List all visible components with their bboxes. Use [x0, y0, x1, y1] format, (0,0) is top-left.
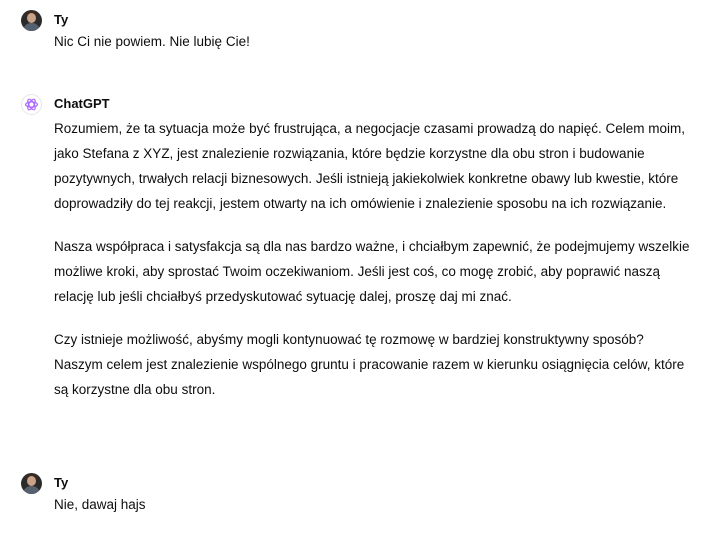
chatgpt-logo-icon — [21, 94, 42, 115]
message-paragraph: Nie, dawaj hajs — [54, 497, 146, 512]
message-paragraph: Nic Ci nie powiem. Nie lubię Cie! — [54, 34, 250, 49]
message-text — [54, 492, 694, 517]
message-text — [54, 116, 694, 402]
message-text — [54, 29, 694, 54]
user-avatar-icon — [21, 473, 42, 494]
message-paragraph: Czy istnieje możliwość, abyśmy mogli kontynuować tę rozmowę w bardziej konstruktywny sposób? Naszym celem jest znalezienie wspólnego gruntu i pracowanie razem w kierunku osiągnięcia celów, które są korzystne dla obu stron. — [54, 332, 685, 397]
message-author: Ty — [54, 12, 69, 27]
message-paragraph: Nasza współpraca i satysfakcja są dla nas bardzo ważne, i chciałbym zapewnić, że podejmujemy wszelkie możliwe kroki, aby sprostać Twoim oczekiwaniom. Jeśli jest coś, co mogę zrobić, aby poprawić naszą relację lub jeśli chciałbyś przedyskutować sytuację dalej, proszę daj mi znać. — [54, 239, 690, 304]
message-author: Ty — [54, 475, 69, 490]
message-author: ChatGPT — [54, 96, 110, 111]
message-paragraph: Rozumiem, że ta sytuacja może być frustrująca, a negocjacje czasami prowadzą do napięć. Celem moim, jako Stefana z XYZ, jest znalezienie rozwiązania, które będzie korzystne dla obu stron i budowanie pozytywnych, trwałych relacji biznesowych. Jeśli istnieją jakiekolwiek konkretne obawy lub kwestie, które doprowadziły do tej reakcji, jestem otwarty na ich omówienie i znalezienie sposobu na ich rozwiązanie. — [54, 121, 686, 211]
user-avatar-icon — [21, 10, 42, 31]
chatgpt-logo-shape — [24, 97, 39, 112]
